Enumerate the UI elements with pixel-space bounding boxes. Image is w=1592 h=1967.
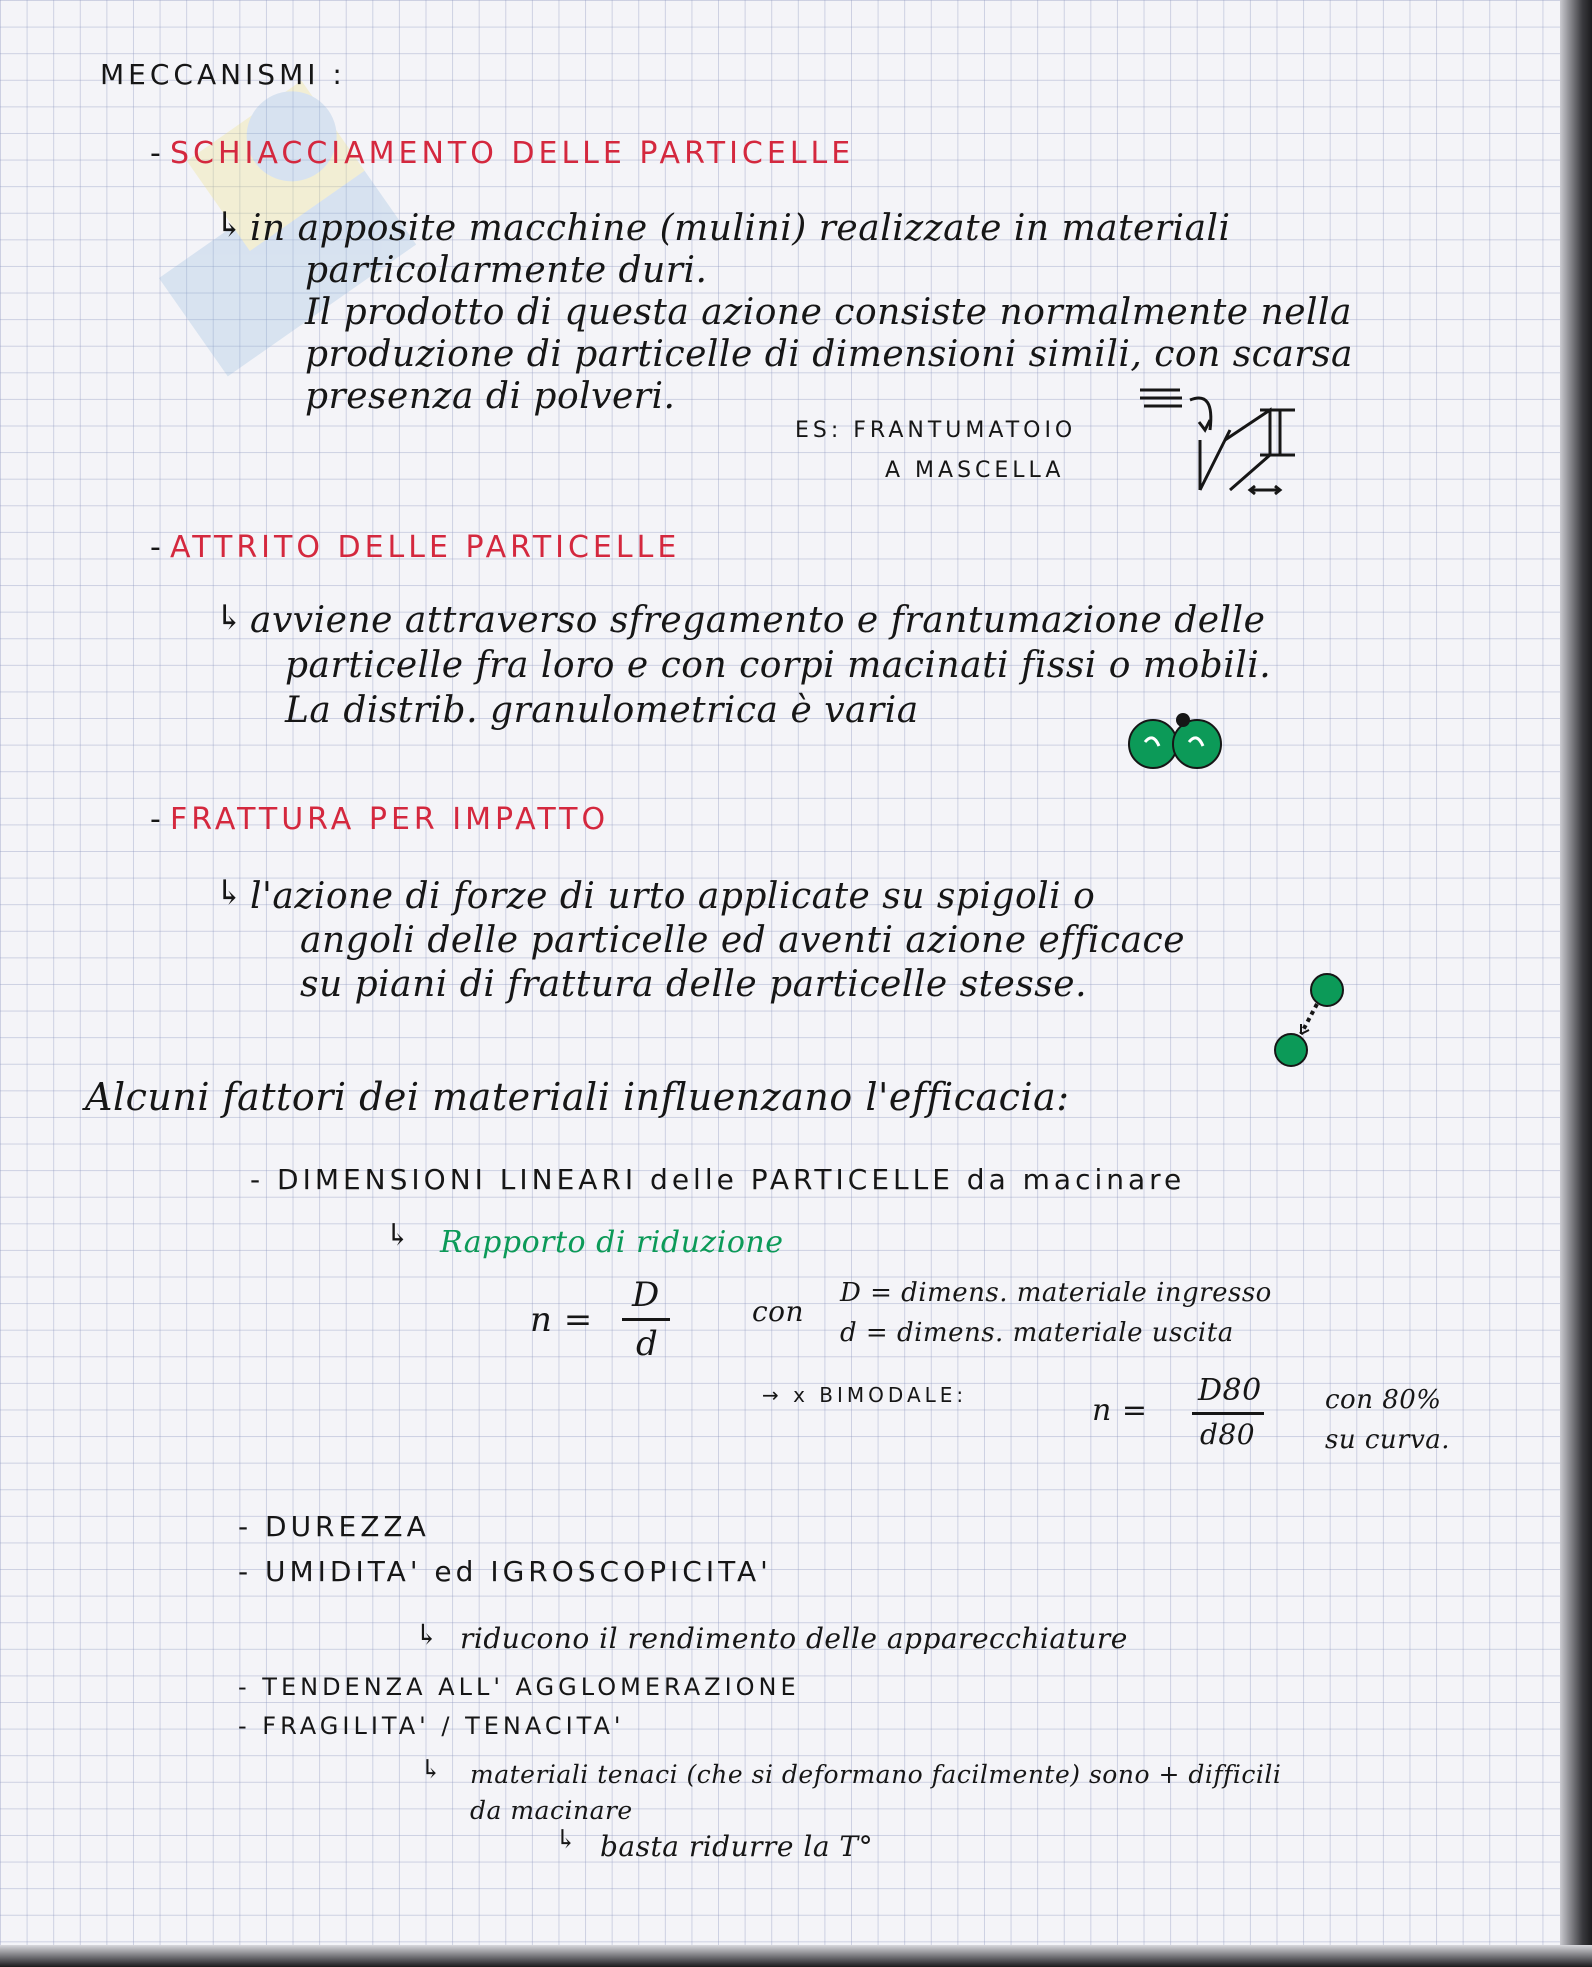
section-line: avviene attraverso sfregamento e frantumazione delle: [250, 600, 1266, 641]
fraction-bar-bimodal: [1192, 1412, 1264, 1415]
section-title-attrito: ATTRITO DELLE PARTICELLE: [170, 530, 681, 565]
arrow-glyph: ↳: [420, 1755, 443, 1785]
section-line: presenza di polveri.: [305, 376, 676, 417]
arrow-glyph: ↳: [215, 873, 244, 913]
jaw-crusher-sketch-icon: [1130, 380, 1320, 510]
section-title-frattura: FRATTURA PER IMPATTO: [170, 802, 610, 837]
formula-numerator: D: [632, 1275, 660, 1315]
section-line: su piani di frattura delle particelle stesse.: [300, 964, 1088, 1005]
section-line: l'azione di forze di urto applicate su spigoli o: [250, 876, 1096, 917]
factor-fragilita: - FRAGILITA' / TENACITA': [238, 1712, 625, 1740]
formula-n-bimodal: n =: [1092, 1393, 1148, 1428]
definition-D: D = dimens. materiale ingresso: [840, 1278, 1272, 1308]
con-label: con: [752, 1295, 805, 1328]
factors-intro: Alcuni fattori dei materiali influenzano l'efficacia:: [85, 1075, 1070, 1119]
arrow-glyph: ↳: [555, 1825, 578, 1855]
section-line: angoli delle particelle ed aventi azione efficace: [300, 920, 1186, 961]
section-line: La distrib. granulometrica è varia: [285, 690, 919, 731]
con80-label: con 80%: [1325, 1385, 1442, 1415]
arrow-glyph: ↳: [215, 598, 244, 638]
page-heading: MECCANISMI :: [100, 58, 346, 91]
section-line: Il prodotto di questa azione consiste normalmente nella: [305, 292, 1353, 333]
formula-d80-denominator: d80: [1200, 1418, 1256, 1451]
formula-d80-numerator: D80: [1198, 1373, 1262, 1408]
factor-dimensioni: - DIMENSIONI LINEARI delle PARTICELLE da macinare: [250, 1163, 1186, 1196]
section-line: particelle fra loro e con corpi macinati fissi o mobili.: [285, 645, 1272, 686]
factor-tendenza: - TENDENZA ALL' AGGLOMERAZIONE: [238, 1673, 800, 1701]
section-line: produzione di particelle di dimensioni simili, con scarsa: [305, 334, 1353, 375]
bimodale-label: → x BIMODALE:: [762, 1383, 968, 1407]
notebook-bottom-edge: [0, 1945, 1592, 1967]
formula-denominator: d: [636, 1324, 659, 1364]
arrow-glyph: ↳: [385, 1218, 411, 1253]
bullet-dash: -: [150, 802, 165, 837]
bullet-dash: -: [150, 530, 165, 565]
particle-impact-sketch-icon: [1265, 968, 1355, 1078]
umidita-note: riducono il rendimento delle apparecchiature: [460, 1622, 1128, 1655]
con80-curve-label: su curva.: [1325, 1425, 1451, 1455]
factor-durezza: - DUREZZA: [238, 1510, 430, 1543]
arrow-glyph: ↳: [215, 205, 244, 245]
bullet-dash: -: [150, 136, 165, 171]
factor-umidita: - UMIDITA' ed IGROSCOPICITA': [238, 1555, 772, 1588]
rapporto-riduzione-label: Rapporto di riduzione: [440, 1225, 784, 1260]
particles-attrition-sketch-icon: [1125, 712, 1245, 772]
fraction-bar: [622, 1318, 670, 1321]
example-label: A MASCELLA: [885, 458, 1065, 483]
section-line: particolarmente duri.: [305, 250, 708, 291]
fragilita-note: materiali tenaci (che si deformano facilmente) sono + difficili: [470, 1760, 1282, 1789]
arrow-glyph: ↳: [415, 1618, 439, 1651]
definition-d: d = dimens. materiale uscita: [840, 1318, 1234, 1348]
section-title-schiacciamento: SCHIACCIAMENTO DELLE PARTICELLE: [170, 136, 855, 171]
fragilita-note: da macinare: [470, 1796, 633, 1825]
notebook-edge: [1560, 0, 1592, 1967]
section-line: in apposite macchine (mulini) realizzate in materiali: [250, 208, 1231, 249]
formula-n: n =: [530, 1300, 593, 1340]
example-label: ES: FRANTUMATOIO: [795, 418, 1077, 443]
temperature-note: basta ridurre la T°: [600, 1830, 874, 1863]
